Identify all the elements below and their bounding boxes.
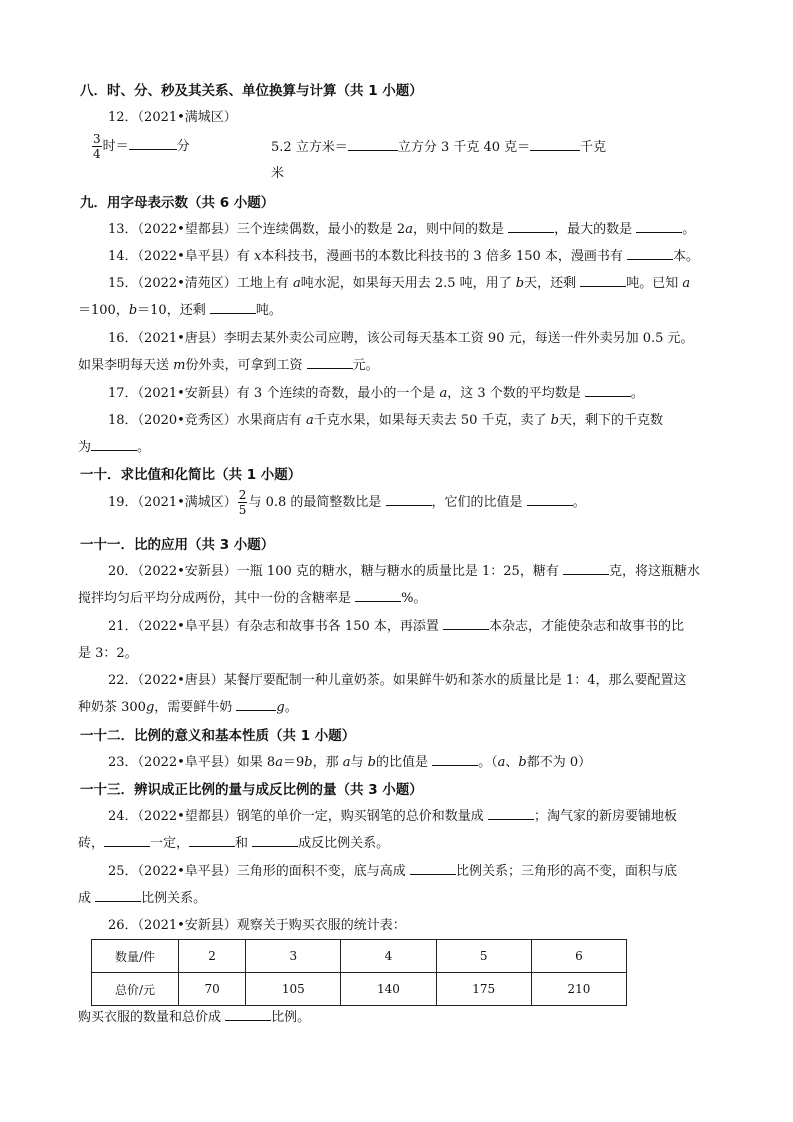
answer-blank[interactable] bbox=[410, 861, 456, 875]
table-row bbox=[92, 973, 627, 1006]
q22-line1: 22．（2022•唐县）某餐厅要配制一种儿童奶茶。如果鲜牛奶和茶水的质量比是 1：4，那么要配置这 bbox=[108, 673, 687, 688]
answer-blank[interactable] bbox=[432, 752, 478, 766]
answer-blank[interactable] bbox=[104, 833, 150, 847]
section-9-heading: 九．用字母表示数（共 6 小题） bbox=[80, 195, 275, 211]
section-13-heading: 一十三．辨识成正比例的量与成反比例的量（共 3 小题） bbox=[80, 782, 423, 798]
table-row bbox=[92, 940, 627, 973]
answer-blank[interactable] bbox=[580, 273, 626, 287]
answer-blank[interactable] bbox=[585, 383, 631, 397]
answer-blank[interactable] bbox=[563, 561, 609, 575]
table-row-header: 总价/元 bbox=[92, 973, 179, 1006]
clothes-price-table bbox=[91, 939, 627, 1006]
q19: 19．（2021•满城区） $\frac{2}{5}$ 与 0.8 的最简整数比是 ，它们的比值是 。 bbox=[108, 488, 586, 517]
answer-blank[interactable] bbox=[189, 833, 235, 847]
q20-line2: 搅拌均匀后平均分成两份，其中一份的含糖率是 %。 bbox=[78, 587, 427, 606]
answer-blank[interactable] bbox=[636, 219, 682, 233]
table-cell: 6 bbox=[531, 940, 626, 973]
answer-blank[interactable] bbox=[348, 137, 398, 151]
q21-line1: 21．（2022•阜平县）有杂志和故事书各 150 本，再添置 本杂志，才能使杂志和故事书的比 bbox=[108, 615, 684, 634]
table-cell: 105 bbox=[246, 973, 341, 1006]
answer-blank[interactable] bbox=[488, 806, 534, 820]
q24-line1: 24．（2022•望都县）钢笔的单价一定，购买钢笔的总价和数量成 ；淘气家的新房要铺地板 bbox=[108, 805, 677, 824]
fraction: $\frac{2}{5}$ bbox=[238, 488, 247, 517]
section-11-heading: 一十一．比的应用（共 3 小题） bbox=[80, 537, 275, 553]
table-cell: 5 bbox=[436, 940, 531, 973]
q26-label: 26．（2021•安新县）观察关于购买衣服的统计表： bbox=[108, 918, 406, 933]
fraction: $\frac{3}{4}$ bbox=[93, 132, 101, 161]
q12-label: 12．（2021•满城区） bbox=[108, 110, 237, 125]
q13: 13．（2022•望都县）三个连续偶数，最小的数是 2a，则中间的数是 ，最大的数是 。 bbox=[108, 218, 695, 237]
section-12-heading: 一十二．比例的意义和基本性质（共 1 小题） bbox=[80, 728, 356, 744]
q25-line2: 成 比例关系。 bbox=[78, 887, 206, 906]
q15-line2: ＝100，b＝10，还剩 吨。 bbox=[78, 299, 282, 318]
answer-blank[interactable] bbox=[627, 246, 673, 260]
table-cell: 2 bbox=[179, 940, 246, 973]
q24-line2: 砖， 一定， 和 成反比例关系。 bbox=[78, 832, 389, 851]
q12-unit-wrap: 米 bbox=[271, 166, 285, 181]
answer-blank[interactable] bbox=[236, 697, 276, 711]
section-8-heading: 八．时、分、秒及其关系、单位换算与计算（共 1 小题） bbox=[80, 83, 423, 99]
q23: 23．（2022•阜平县）如果 8a＝9b，那 a与 b的比值是 。（a、b都不为 0） bbox=[108, 751, 591, 770]
answer-blank[interactable] bbox=[252, 833, 298, 847]
q20-line1: 20．（2022•安新县）一瓶 100 克的糖水，糖与糖水的质量比是 1：25，糖有 克，将这瓶糖水 bbox=[108, 560, 700, 579]
q12-left: $\frac{3}{4}$ 时＝ 分 bbox=[93, 132, 190, 161]
answer-blank[interactable] bbox=[91, 437, 137, 451]
table-cell: 210 bbox=[531, 973, 626, 1006]
q22-line2: 种奶茶 300g，需要鲜牛奶 g。 bbox=[78, 696, 298, 715]
table-cell: 70 bbox=[179, 973, 246, 1006]
answer-blank[interactable] bbox=[355, 588, 401, 602]
table-cell: 140 bbox=[341, 973, 436, 1006]
answer-blank[interactable] bbox=[443, 616, 489, 630]
answer-blank[interactable] bbox=[225, 1007, 271, 1021]
answer-blank[interactable] bbox=[95, 888, 141, 902]
answer-blank[interactable] bbox=[386, 492, 432, 506]
q12-right: 5.2 立方米＝ 立方分 3 千克 40 克＝ 千克 bbox=[271, 136, 606, 155]
table-cell: 3 bbox=[246, 940, 341, 973]
q14: 14．（2022•阜平县）有 x本科技书，漫画书的本数比科技书的 3 倍多 150 本，漫画书有 本。 bbox=[108, 245, 699, 264]
section-10-heading: 一十．求比值和化简比（共 1 小题） bbox=[80, 467, 302, 483]
q21-line2: 是 3：2。 bbox=[78, 646, 138, 661]
answer-blank[interactable] bbox=[210, 300, 256, 314]
answer-blank[interactable] bbox=[527, 492, 573, 506]
q25-line1: 25．（2022•阜平县）三角形的面积不变，底与高成 比例关系；三角形的高不变，面积与底 bbox=[108, 860, 677, 879]
q15-line1: 15．（2022•清苑区）工地上有 a吨水泥，如果每天用去 2.5 吨，用了 b天，还剩 吨。已知 a bbox=[108, 272, 690, 291]
table-cell: 175 bbox=[436, 973, 531, 1006]
q18-line2: 为 。 bbox=[78, 436, 150, 455]
answer-blank[interactable] bbox=[508, 219, 554, 233]
table-row-header: 数量/件 bbox=[92, 940, 179, 973]
answer-blank[interactable] bbox=[307, 355, 353, 369]
answer-blank[interactable] bbox=[129, 136, 177, 150]
q18-line1: 18．（2020•竞秀区）水果商店有 a千克水果，如果每天卖去 50 千克，卖了 b天，剩下的千克数 bbox=[108, 413, 663, 428]
q26-answer-line: 购买衣服的数量和总价成 比例。 bbox=[78, 1006, 310, 1025]
q16-line2: 如果李明每天送 m份外卖，可拿到工资 元。 bbox=[78, 354, 379, 373]
q17: 17．（2021•安新县）有 3 个连续的奇数，最小的一个是 a，这 3 个数的平均数是 。 bbox=[108, 382, 644, 401]
answer-blank[interactable] bbox=[530, 137, 580, 151]
table-cell: 4 bbox=[341, 940, 436, 973]
q16-line1: 16．（2021•唐县）李明去某外卖公司应聘，该公司每天基本工资 90 元，每送一件外卖另加 0.5 元。 bbox=[108, 331, 694, 346]
